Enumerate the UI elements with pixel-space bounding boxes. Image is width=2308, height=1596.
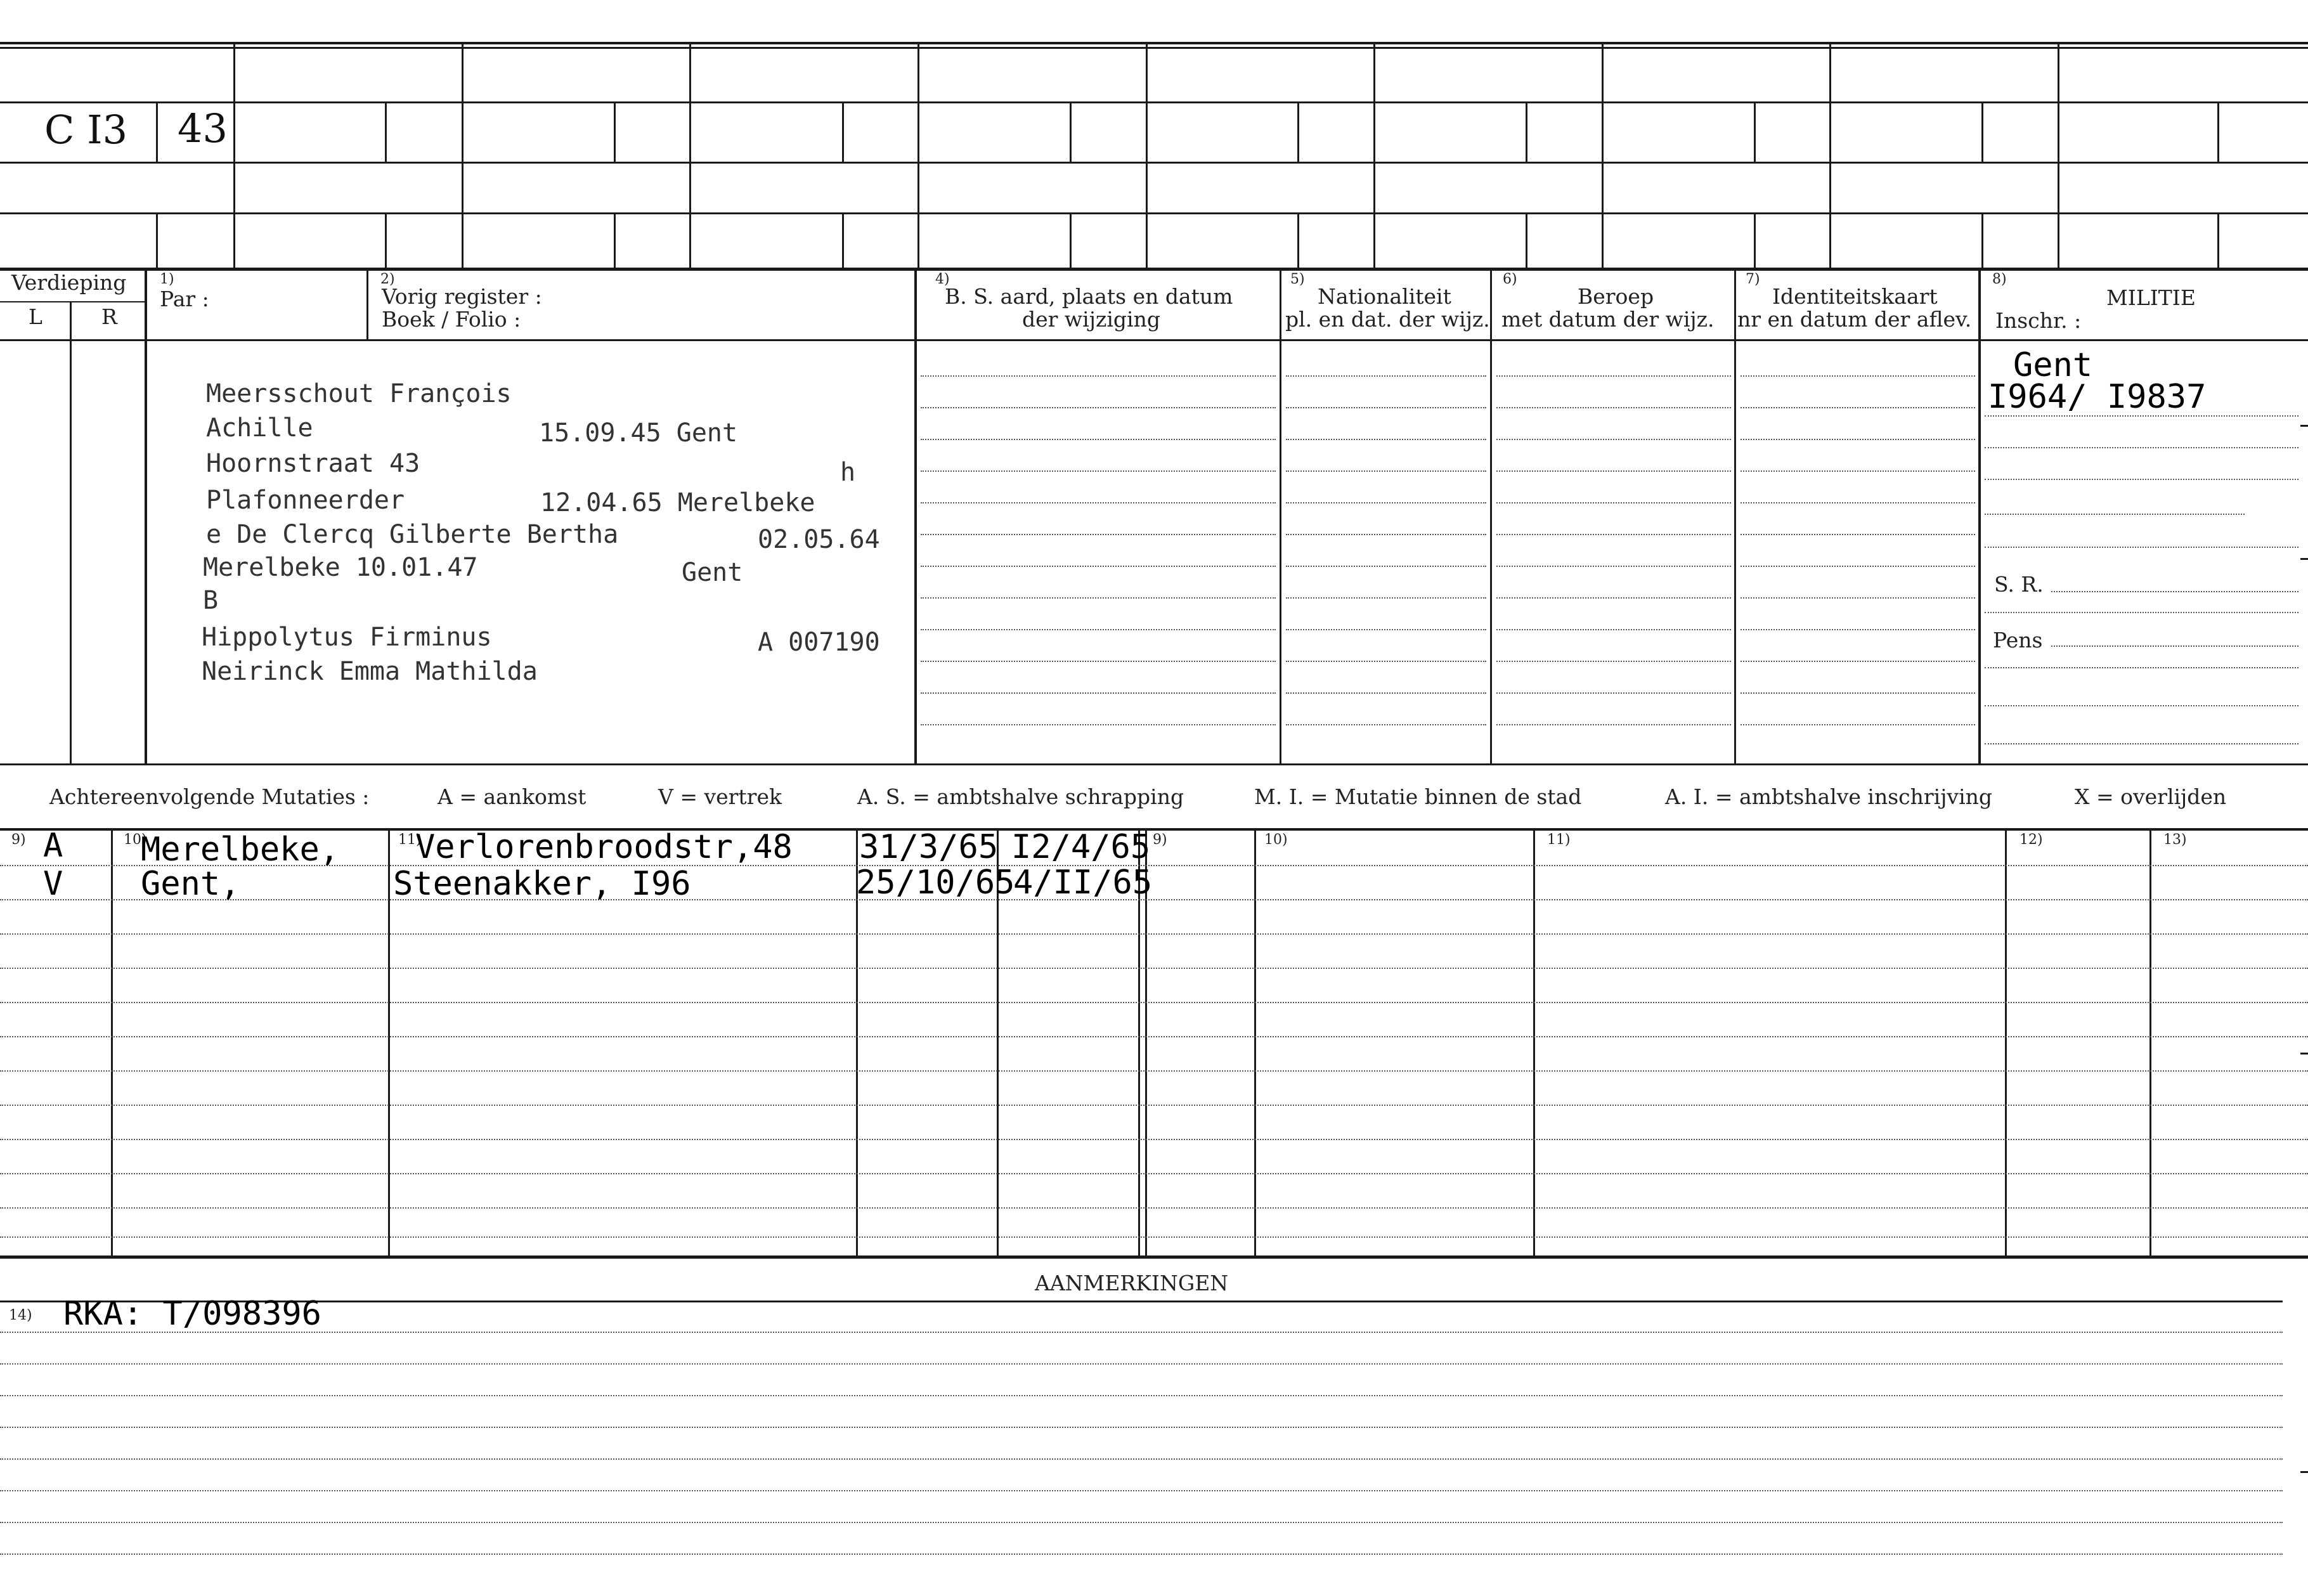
nat-label-1: Nationaliteit bbox=[1318, 284, 1451, 309]
left-label: L bbox=[29, 304, 42, 329]
mutation-date1: 25/10/65 bbox=[856, 864, 1015, 902]
mut-col13: 13) bbox=[2163, 832, 2187, 848]
mut-col12: 12) bbox=[2020, 832, 2043, 848]
legend-x: X = overlijden bbox=[2075, 784, 2227, 809]
bs-number: 4) bbox=[935, 271, 950, 287]
mutation-type: A bbox=[43, 827, 63, 865]
nat-label-2: pl. en dat. der wijz. bbox=[1285, 307, 1490, 332]
person-profession: Plafonneerder bbox=[206, 486, 405, 515]
person-firstname: Achille bbox=[206, 413, 313, 443]
mut-col11: 11) bbox=[398, 832, 422, 848]
id-number: 7) bbox=[1746, 271, 1760, 287]
legend-ai: A. I. = ambtshalve inschrijving bbox=[1665, 784, 1993, 809]
inschr-label: Inschr. : bbox=[1995, 308, 2082, 333]
mutation-address: Steenakker, I96 bbox=[393, 865, 691, 903]
person-spouse-birth: Merelbeke 10.01.47 bbox=[203, 553, 478, 582]
card-number: 43 bbox=[178, 105, 228, 152]
mutation-date1: 31/3/65 bbox=[859, 828, 999, 866]
person-marriage-date: 02.05.64 bbox=[758, 525, 880, 554]
mut-col9: 9) bbox=[11, 832, 26, 848]
nat-number: 5) bbox=[1290, 271, 1305, 287]
legend-title: Achtereenvolgende Mutaties : bbox=[49, 784, 370, 809]
beroep-label-2: met datum der wijz. bbox=[1501, 307, 1715, 332]
person-nationality: B bbox=[203, 586, 219, 615]
vorig-number: 2) bbox=[380, 271, 395, 287]
card-code: C I3 bbox=[44, 107, 128, 153]
person-mother: Neirinck Emma Mathilda bbox=[202, 657, 538, 686]
sr-label: S. R. bbox=[1994, 572, 2044, 597]
legend-mi: M. I. = Mutatie binnen de stad bbox=[1254, 784, 1582, 809]
remarks-text: RKA: T/098396 bbox=[63, 1295, 321, 1333]
beroep-number: 6) bbox=[1503, 271, 1517, 287]
remarks-number: 14) bbox=[9, 1307, 32, 1323]
mut-col11b: 11) bbox=[1547, 832, 1571, 848]
mutation-date2: I2/4/65 bbox=[1011, 828, 1151, 866]
remarks-title: AANMERKINGEN bbox=[1035, 1271, 1229, 1295]
person-father: Hippolytus Firminus bbox=[202, 623, 492, 652]
legend-as: A. S. = ambtshalve schrapping bbox=[857, 784, 1184, 809]
person-address: Hoornstraat 43 bbox=[206, 449, 420, 478]
boek-folio-label: Boek / Folio : bbox=[382, 307, 521, 332]
bs-label-1: B. S. aard, plaats en datum bbox=[945, 284, 1233, 309]
pens-label: Pens bbox=[1993, 628, 2043, 652]
id-label-2: nr en datum der aflev. bbox=[1737, 307, 1972, 332]
bs-label-2: der wijziging bbox=[1022, 307, 1160, 332]
vorig-register-label: Vorig register : bbox=[382, 284, 542, 309]
legend-v: V = vertrek bbox=[658, 784, 782, 809]
par-number: 1) bbox=[160, 271, 174, 287]
mutation-date2: 4/II/65 bbox=[1013, 864, 1153, 902]
person-id-number: A 007190 bbox=[758, 628, 880, 657]
person-mark: h bbox=[840, 458, 856, 487]
mut-col10: 10) bbox=[124, 832, 147, 848]
person-birth: 15.09.45 Gent bbox=[539, 418, 738, 448]
id-label-1: Identiteitskaart bbox=[1772, 284, 1938, 309]
legend-a: A = aankomst bbox=[438, 784, 587, 809]
mutation-city: Merelbeke, bbox=[141, 831, 340, 869]
militie-place: Gent bbox=[2013, 346, 2093, 384]
person-name: Meersschout François bbox=[206, 379, 512, 408]
militie-number: I964/ I9837 bbox=[1988, 378, 2207, 416]
mut-col9b: 9) bbox=[1153, 832, 1167, 848]
militie-label: MILITIE bbox=[2106, 285, 2196, 310]
mutation-city: Gent, bbox=[141, 865, 240, 903]
person-profession-date: 12.04.65 Merelbeke bbox=[540, 488, 815, 517]
verdieping-label: Verdieping bbox=[11, 270, 127, 295]
mutation-type: V bbox=[43, 865, 63, 903]
person-spouse-city: Gent bbox=[682, 558, 743, 587]
mil-number: 8) bbox=[1992, 271, 2007, 287]
mutation-address: Verlorenbroodstr,48 bbox=[415, 828, 793, 866]
beroep-label-1: Beroep bbox=[1578, 284, 1654, 309]
mut-col10b: 10) bbox=[1264, 832, 1288, 848]
right-label: R bbox=[101, 304, 117, 329]
par-label: Par : bbox=[160, 287, 209, 311]
person-spouse: e De Clercq Gilberte Bertha bbox=[206, 520, 619, 549]
